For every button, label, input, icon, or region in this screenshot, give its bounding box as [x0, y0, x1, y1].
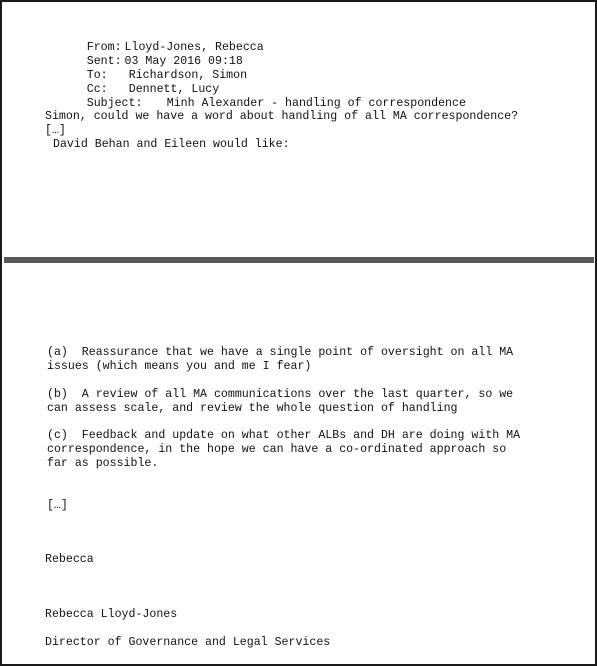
sent-value: 03 May 2016 09:18: [124, 54, 243, 68]
cc-value: Dennett, Lucy: [128, 82, 220, 96]
item-c-line-1: (c) Feedback and update on what other ALBs and DH are doing with MA: [47, 429, 521, 442]
intro-line: David Behan and Eileen would like:: [53, 138, 290, 151]
ellipsis-bottom: […]: [47, 499, 68, 512]
page-divider: [4, 257, 594, 263]
item-c-line-2: correspondence, in the hope we can have a co-ordinated approach so: [47, 443, 507, 456]
item-b-line-2: can assess scale, and review the whole question of handling: [47, 402, 458, 415]
item-a-line-1: (a) Reassurance that we have a single point of oversight on all MA: [47, 346, 514, 359]
item-b-line-1: (b) A review of all MA communications over the last quarter, so we: [47, 388, 514, 401]
subject-value: Minh Alexander - handling of correspondence: [166, 96, 466, 110]
ellipsis-top: […]: [45, 124, 66, 137]
subject-label: Subject:: [86, 96, 143, 110]
from-value: Lloyd-Jones, Rebecca: [124, 40, 264, 54]
to-label: To:: [86, 68, 108, 82]
from-label: From:: [86, 40, 122, 54]
signature-name: Rebecca Lloyd-Jones: [45, 608, 178, 621]
signoff: Rebecca: [45, 553, 94, 566]
item-a-line-2: issues (which means you and me I fear): [47, 360, 312, 373]
opening-line: Simon, could we have a word about handling of all MA correspondence?: [45, 110, 519, 123]
signature-title: Director of Governance and Legal Services: [45, 636, 331, 649]
sent-label: Sent:: [86, 54, 122, 68]
cc-label: Cc:: [86, 82, 108, 96]
item-c-line-3: far as possible.: [47, 457, 159, 470]
to-value: Richardson, Simon: [128, 68, 248, 82]
